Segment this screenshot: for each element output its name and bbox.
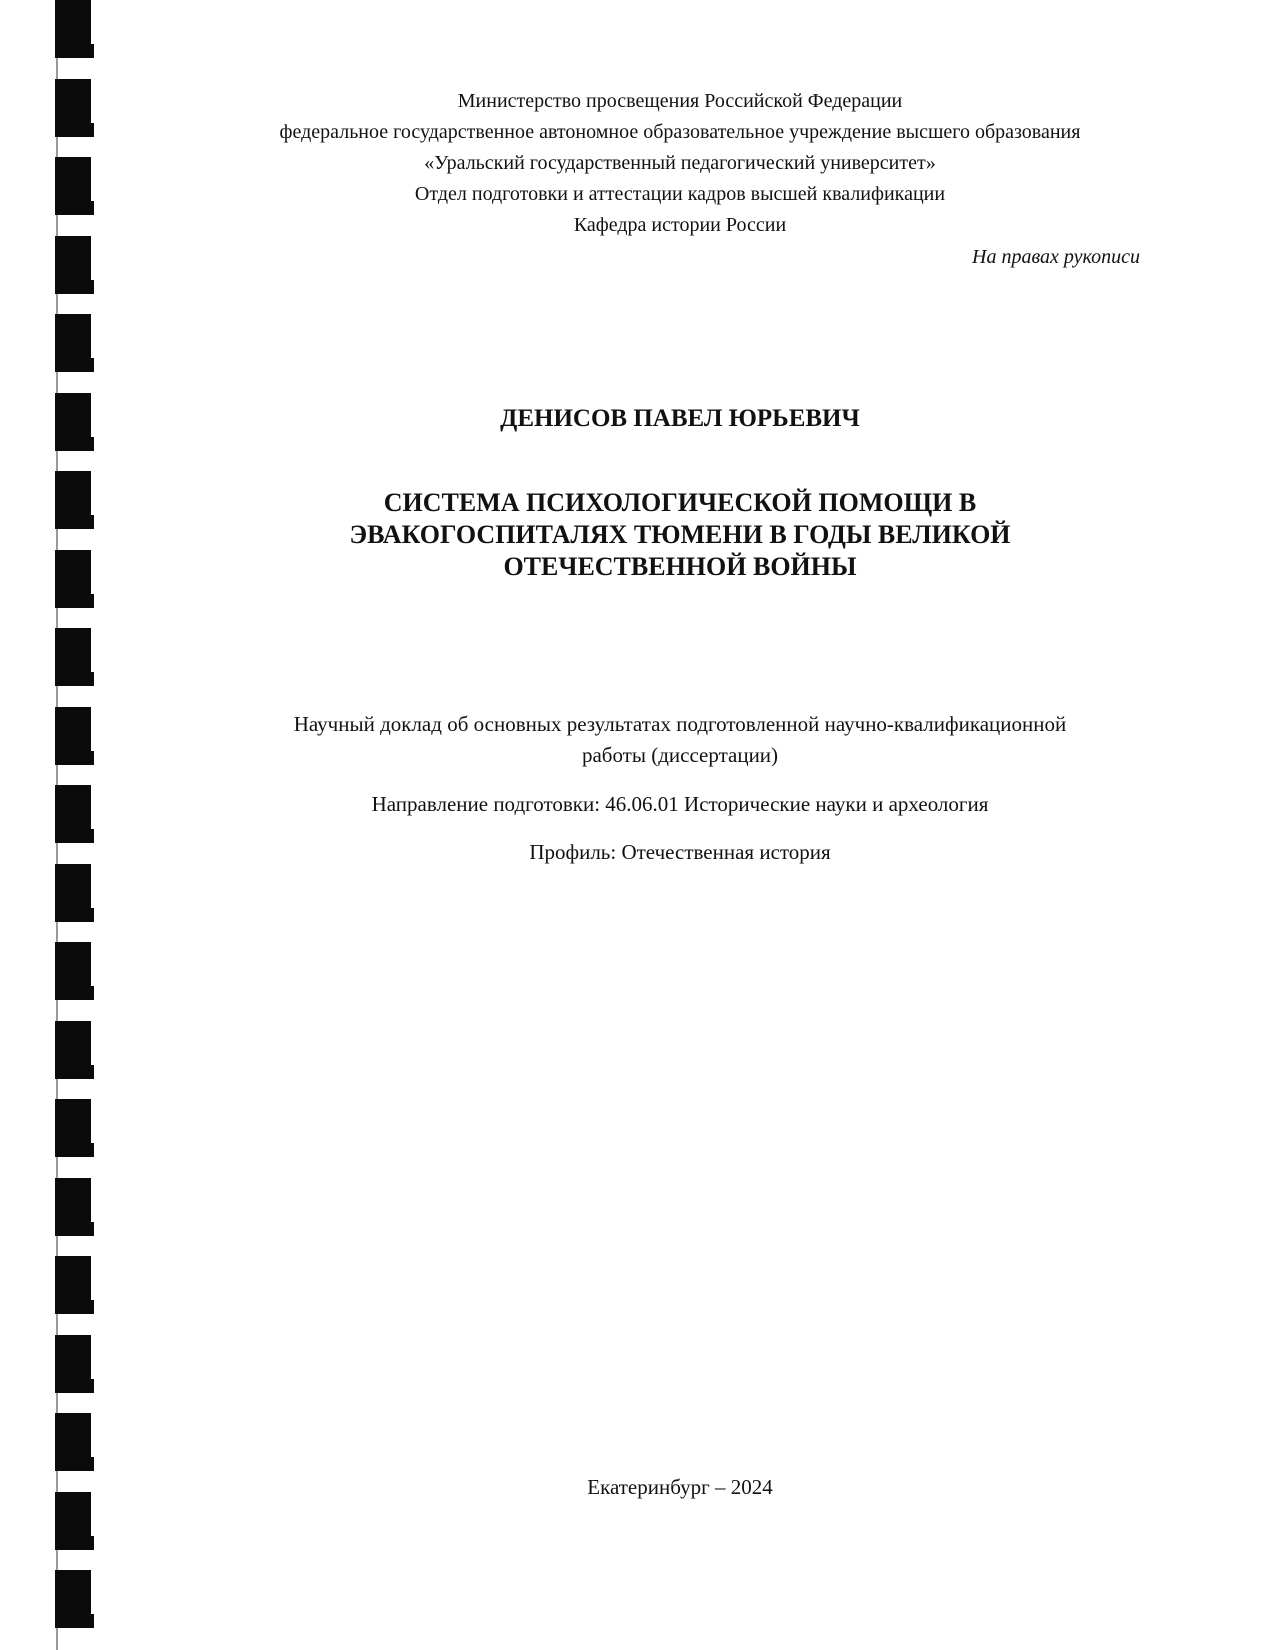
training-direction: Направление подготовки: 46.06.01 Исторические науки и археология xyxy=(371,792,989,816)
binding-mark xyxy=(55,1256,91,1314)
binding-mark xyxy=(55,707,91,765)
profile-line: Профиль: Отечественная история xyxy=(529,840,831,864)
binding-mark xyxy=(55,471,91,529)
binding-mark xyxy=(55,942,91,1000)
binding-mark xyxy=(55,79,91,137)
binding-mark xyxy=(55,550,91,608)
report-description xyxy=(230,709,1130,771)
binding-mark xyxy=(55,1335,91,1393)
binding-mark xyxy=(55,1178,91,1236)
department-line: Отдел подготовки и аттестации кадров высшей квалификации xyxy=(414,183,946,205)
title-line-2: ЭВАКОГОСПИТАЛЯХ ТЮМЕНИ В ГОДЫ ВЕЛИКОЙ xyxy=(349,520,1011,549)
binding-mark xyxy=(55,1099,91,1157)
binding-mark xyxy=(55,1570,91,1628)
report-line-1: Научный доклад об основных результатах подготовленной научно-квалификационной xyxy=(293,712,1067,736)
binding-mark xyxy=(55,864,91,922)
university-name-line: «Уральский государственный педагогический университет» xyxy=(424,152,936,174)
binding-mark xyxy=(55,1413,91,1471)
title-line-1: СИСТЕМА ПСИХОЛОГИЧЕСКОЙ ПОМОЩИ В xyxy=(383,488,977,517)
ministry-line: Министерство просвещения Российской Федерации xyxy=(457,90,903,112)
report-line-2: работы (диссертации) xyxy=(581,743,779,767)
binding-mark xyxy=(55,628,91,686)
binding-mark xyxy=(55,785,91,843)
institution-header xyxy=(225,86,1135,241)
binding-mark xyxy=(55,393,91,451)
binding-mark xyxy=(55,314,91,372)
author-name: ДЕНИСОВ ПАВЕЛ ЮРЬЕВИЧ xyxy=(500,405,860,432)
chair-line: Кафедра истории России xyxy=(573,214,787,236)
binding-mark xyxy=(55,0,91,58)
document-title xyxy=(230,487,1130,583)
binding-mark xyxy=(55,1492,91,1550)
binding-mark xyxy=(55,1021,91,1079)
binding-mark xyxy=(55,157,91,215)
title-line-3: ОТЕЧЕСТВЕННОЙ ВОЙНЫ xyxy=(503,552,857,581)
city-year: Екатеринбург – 2024 xyxy=(587,1475,773,1499)
manuscript-note: На правах рукописи xyxy=(972,246,1140,268)
binding-mark xyxy=(55,236,91,294)
university-type-line: федеральное государственное автономное образовательное учреждение высшего образования xyxy=(279,121,1081,143)
binding-strip xyxy=(0,0,110,1650)
